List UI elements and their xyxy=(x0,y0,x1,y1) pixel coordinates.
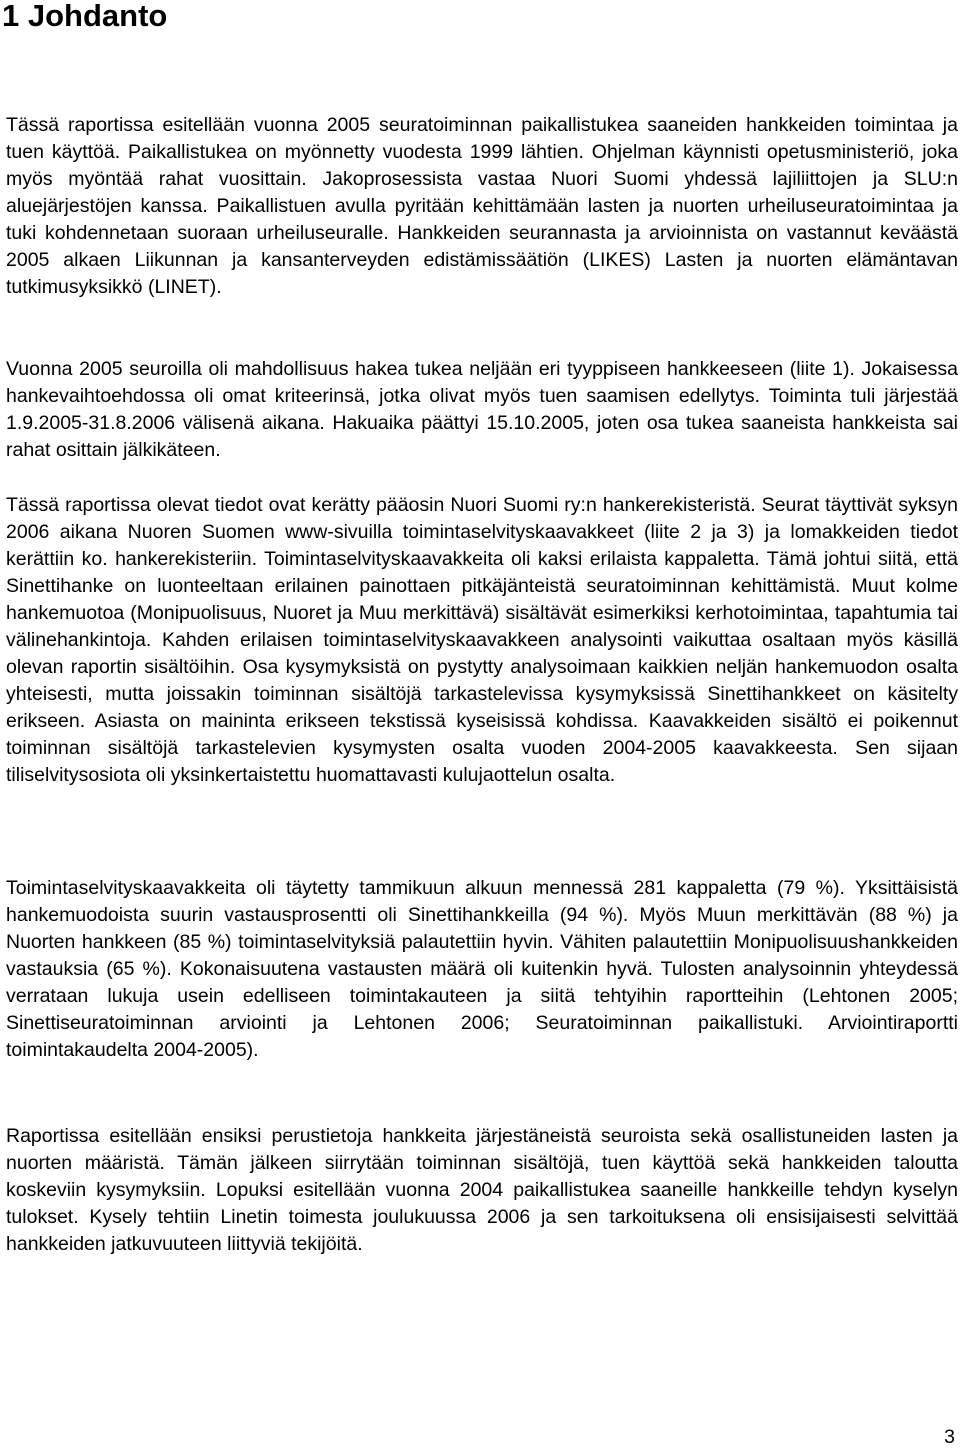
page-number: 3 xyxy=(944,1426,955,1448)
paragraph-introduction: Tässä raportissa esitellään vuonna 2005 seuratoiminnan paikallistukea saaneiden hankkeiden toimintaa ja tuen käyttöä. Paikallistukea on myönnetty vuodesta 1999 lähtien. Ohjelman käynnisti opetusministeriö, joka myös myöntää rahat vuosittain. Jakoprosessista vastaa Nuori Suomi yhdessä lajiliittojen ja SLU:n aluejärjestöjen kanssa. Paikallistuen avulla pyritään kehittämään lasten ja nuorten urheiluseuratoimintaa ja tuki kohdennetaan suoraan urheiluseuralle. Hankkeiden seurannasta ja arvioinnista on vastannut keväästä 2005 alkaen Liikunnan ja kansanterveyden edistämissäätiön (LIKES) Lasten ja nuorten elämäntavan tutkimusyksikkö (LINET). xyxy=(6,114,958,298)
chapter-heading: 1 Johdanto xyxy=(2,0,168,33)
paragraph-project-types: Vuonna 2005 seuroilla oli mahdollisuus hakea tukea neljään eri tyyppiseen hankkeeseen (liite 1). Jokaisessa hankevaihtoehdossa oli omat kriteerinsä, jotka olivat myös tuen saamisen edellytys. Toiminta tuli järjestää 1.9.2005-31.8.2006 välisenä aikana. Hakuaika päättyi 15.10.2005, joten osa tukea saaneista hankkeista sai rahat osittain jälkikäteen. xyxy=(6,358,958,461)
paragraph-data-sources: Tässä raportissa olevat tiedot ovat kerätty pääosin Nuori Suomi ry:n hankerekisteristä. Seurat täyttivät syksyn 2006 aikana Nuoren Suomen www-sivuilla toimintaselvityskaavakkeet (liite 2 ja 3) ja lomakkeiden tiedot kerättiin ko. hankerekisteriin. Toimintaselvityskaavakkeita oli kaksi erilaista kappaletta. Tämä johtui siitä, että Sinettihanke on luonteeltaan erilainen painottaen pitkäjänteistä seuratoiminnan kehittämistä. Muut kolme hankemuotoa (Monipuolisuus, Nuoret ja Muu merkittävä) sisältävät esimerkiksi kerhotoimintaa, tapahtumia tai välinehankintoja. Kahden erilaisen toimintaselvityskaavakkeen analysointi vaikuttaa osaltaan myös käsillä olevan raportin sisältöihin. Osa kysymyksistä on pystytty analysoimaan kaikkien neljän hankemuodon osalta yhteisesti, mutta joissakin toiminnan sisältöjä tarkastelevissa kysymyksissä Sinettihankkeet on käsitelty erikseen. Asiasta on maininta erikseen tekstissä kyseisissä kohdissa. Kaavakkeiden sisältö ei poikennut toiminnan sisältöjä tarkastelevien kysymysten osalta vuoden 2004-2005 kaavakkeesta. Sen sijaan tiliselvitysosiota oli yksinkertaistettu huomattavasti kulujaottelun osalta. xyxy=(6,494,958,786)
paragraph-report-structure: Raportissa esitellään ensiksi perustietoja hankkeita järjestäneistä seuroista sekä osallistuneiden lasten ja nuorten määristä. Tämän jälkeen siirrytään toiminnan sisältöjä, tuen käyttöä sekä hankkeiden taloutta koskeviin kysymyksiin. Lopuksi esitellään vuonna 2004 paikallistukea saaneille hankkeille tehdyn kyselyn tulokset. Kysely tehtiin Linetin toimesta joulukuussa 2006 ja sen tarkoituksena oli ensisijaisesti selvittää hankkeiden jatkuvuuteen liittyviä tekijöitä. xyxy=(6,1125,958,1255)
paragraph-response-rates: Toimintaselvityskaavakkeita oli täytetty tammikuun alkuun mennessä 281 kappaletta (79 %). Yksittäisistä hankemuodoista suurin vastausprosentti oli Sinettihankkeilla (94 %). Myös Muun merkittävän (88 %) ja Nuorten hankkeen (85 %) toimintaselvityksiä palautettiin hyvin. Vähiten palautettiin Monipuolisuushankkeiden vastauksia (65 %). Kokonaisuutena vastausten määrä oli kuitenkin hyvä. Tulosten analysoinnin yhteydessä verrataan lukuja usein edelliseen toimintakauteen ja siitä tehtyihin raportteihin (Lehtonen 2005; Sinettiseuratoiminnan arviointi ja Lehtonen 2006; Seuratoiminnan paikallistuki. Arviointiraportti toimintakaudelta 2004-2005). xyxy=(6,877,958,1061)
